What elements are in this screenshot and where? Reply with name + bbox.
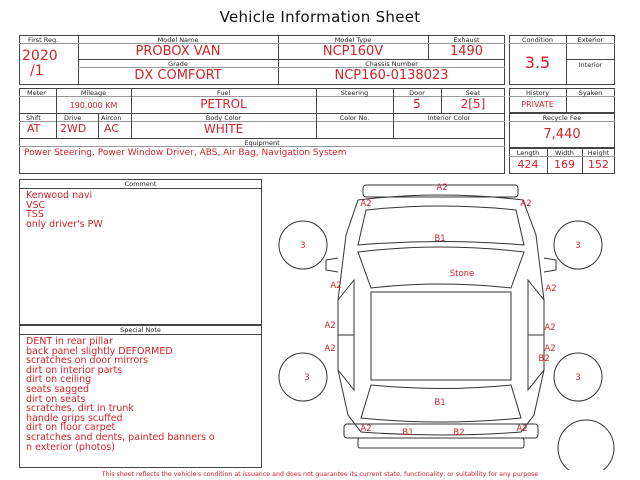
shift-value: AT [27, 122, 41, 135]
mark-right-rear-door: A2 [544, 344, 556, 354]
note-line: dirt on seats [26, 393, 86, 405]
meter-label: Meter [27, 89, 46, 97]
mark-rear-bumper-center-right: B2 [453, 428, 465, 438]
shift-label: Shift [26, 114, 41, 122]
comment-line: VSC [26, 199, 46, 211]
aircon-label: Aircon [101, 114, 122, 122]
spare-tire [558, 420, 614, 470]
syaken-label: Syaken [578, 89, 603, 97]
note-line: dirt on interior parts [26, 364, 123, 376]
comment-line: TSS [26, 209, 44, 221]
mark-rear-bumper-center-left: B1 [402, 428, 414, 438]
model-type-label: Model Type [334, 36, 372, 44]
fuel-value: PETROL [200, 97, 247, 111]
special-note-label: Special Note [120, 326, 161, 334]
right-mirror [544, 258, 556, 272]
exterior-label: Exterior [577, 36, 604, 44]
special-note-list [26, 337, 215, 452]
first-reg-month: /1 [30, 63, 44, 79]
sheet-title: Vehicle Information Sheet [219, 8, 421, 26]
model-type-value: NCP160V [322, 44, 384, 59]
comment-line: only driver's PW [26, 218, 103, 230]
chassis-label: Chassis Number [365, 60, 418, 68]
door-label: Door [409, 89, 425, 97]
roof-shape [371, 292, 511, 380]
mark-rear-left-wheel: 3 [304, 373, 310, 383]
mark-front-right-corner: A2 [520, 199, 532, 209]
mark-front-left-wheel: 3 [300, 241, 306, 251]
height-label: Height [587, 149, 610, 157]
note-line: handle grips scuffed [26, 412, 123, 424]
body-color-label: Body Color [205, 114, 242, 122]
mark-windshield: Stone [449, 269, 475, 279]
mark-front-left-corner: A2 [360, 199, 372, 209]
left-mirror [326, 258, 338, 272]
mileage-label: Mileage [80, 89, 107, 97]
mark-rear-bumper-left: A2 [360, 424, 372, 434]
first-reg-label: First Reg. [28, 36, 59, 44]
mark-right-front-fender: A2 [545, 284, 557, 294]
history-label: History [525, 89, 550, 97]
first-reg-year: 2020 [22, 48, 58, 64]
exhaust-label: Exhaust [453, 36, 480, 44]
width-label: Width [555, 149, 574, 157]
seat-label: Seat [465, 89, 481, 97]
grade-label: Grade [168, 60, 188, 68]
disclaimer: This sheet reflects the vehicle's condition at issuance and does not guarantee its current state, functionality, or suitability for any purpose [101, 471, 539, 478]
mark-front-right-wheel: 3 [575, 241, 581, 251]
note-line: dirt on floor carpet [26, 422, 116, 434]
fuel-label: Fuel [216, 89, 231, 97]
note-line: scratches and dents, painted banners o [26, 431, 215, 443]
note-line: DENT in rear pillar [26, 336, 113, 347]
equipment-label: Equipment [244, 139, 280, 147]
note-line: scratches on door mirrors [26, 355, 149, 367]
note-line: back panel slightly DEFORMED [26, 345, 173, 357]
chassis-value: NCP160-0138023 [334, 68, 449, 83]
recycle-fee-label: Recycle Fee [542, 114, 582, 122]
seat-value: 2[5] [460, 97, 486, 111]
rear-left-wheel [279, 353, 327, 401]
history-value: PRIVATE [521, 100, 554, 109]
aircon-value: AC [104, 122, 120, 135]
body-color-value: WHITE [203, 122, 244, 136]
model-name-value: PROBOX VAN [135, 44, 221, 59]
length-label: Length [516, 149, 540, 157]
interior-label: Interior [578, 61, 603, 69]
length-value: 424 [517, 158, 539, 171]
mark-roof-rear: B1 [434, 398, 446, 408]
mileage-value: 190,000 KM [69, 101, 118, 110]
drive-label: Drive [64, 114, 82, 122]
grade-value: DX COMFORT [134, 68, 222, 83]
color-no-label: Color No. [339, 114, 370, 122]
note-line: seats sagged [26, 383, 90, 395]
windshield-shape [358, 247, 524, 288]
mark-right-rear-panel: B2 [538, 354, 550, 364]
equipment-value: Power Steering, Power Window Driver, ABS, Air Bag, Navigation System [24, 148, 347, 158]
mark-rear-bumper-right: A2 [516, 424, 528, 434]
comment-line: Kenwood navi [26, 190, 93, 201]
note-line: dirt on ceiling [26, 374, 92, 386]
width-value: 169 [554, 158, 575, 171]
comment-label: Comment [124, 180, 157, 188]
mark-hood: B1 [434, 234, 446, 244]
rear-step-shape [358, 438, 524, 448]
mark-left-rear-door: A2 [324, 344, 336, 354]
comment-list [26, 191, 103, 229]
note-line: scratches, dirt in trunk [26, 403, 134, 415]
model-name-label: Model Name [157, 36, 199, 44]
condition-grade: 3.5 [524, 53, 551, 72]
mark-front-bumper: A2 [436, 183, 448, 193]
mark-right-front-door: A2 [544, 323, 556, 333]
mark-rear-right-wheel: 3 [575, 373, 581, 383]
mark-left-front-fender: A2 [330, 281, 342, 291]
note-line: n exterior (photos) [26, 441, 115, 453]
drive-value: 2WD [60, 122, 87, 135]
car-damage-diagram [266, 180, 620, 470]
mark-left-front-door: A2 [324, 321, 336, 331]
interior-color-label: Interior Color [427, 114, 471, 122]
steering-label: Steering [340, 89, 369, 97]
rear-bumper-shape [344, 424, 538, 438]
recycle-fee-value: 7,440 [543, 127, 581, 142]
height-value: 152 [588, 158, 609, 171]
door-value: 5 [413, 97, 421, 111]
exhaust-value: 1490 [449, 44, 484, 59]
condition-label: Condition [521, 36, 554, 44]
